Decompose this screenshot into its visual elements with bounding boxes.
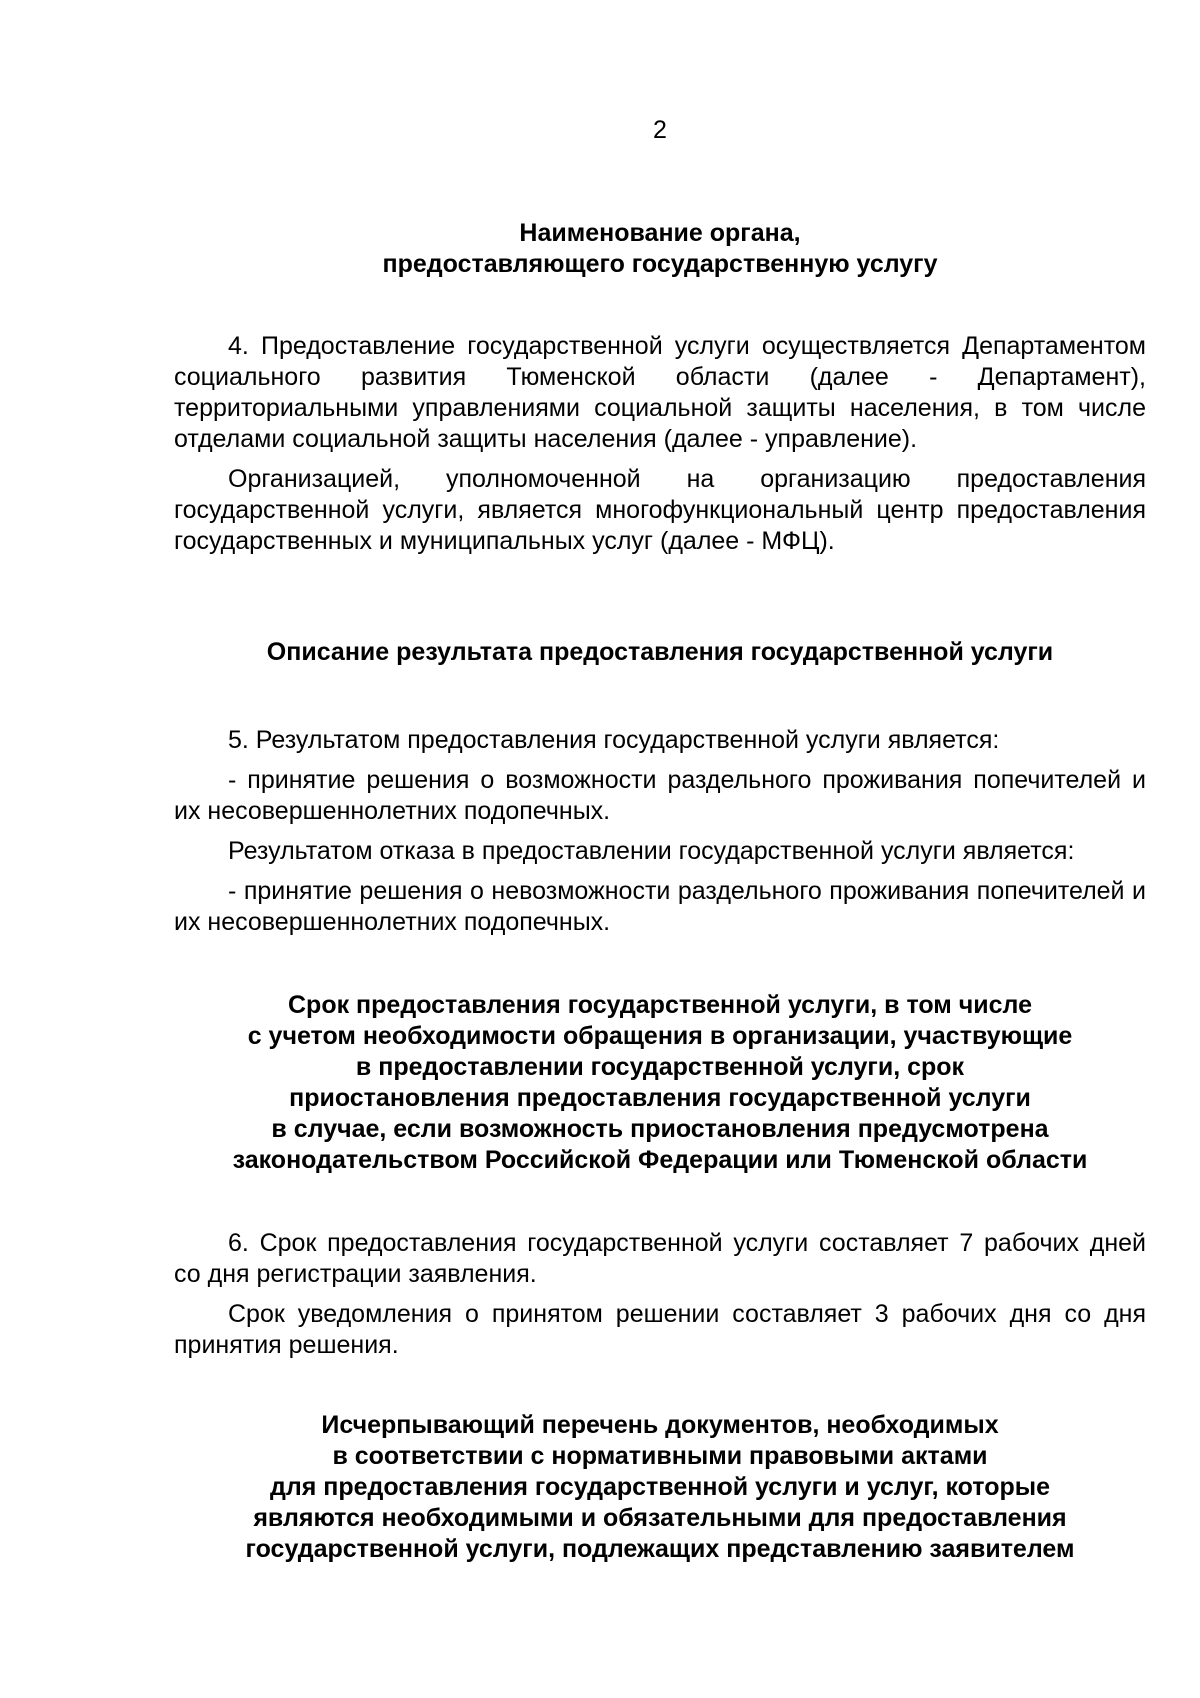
heading-line: с учетом необходимости обращения в организации, участвующие (247, 1022, 1073, 1050)
section-heading-term (174, 990, 1146, 1176)
paragraph-5: 5. Результатом предоставления государственной услуги является: (228, 726, 1000, 754)
heading-line: приостановления предоставления государственной услуги (289, 1084, 1031, 1112)
heading-line: для предоставления государственной услуги и услуг, которые (269, 1473, 1051, 1501)
heading-line: Наименование органа, (519, 219, 801, 247)
paragraph-notification-term: Срок уведомления о принятом решении составляет 3 рабочих дня со дня принятия решения. (174, 1300, 1146, 1359)
heading-line: являются необходимыми и обязательными для предоставления (253, 1504, 1067, 1532)
section-heading-documents (174, 1410, 1146, 1565)
heading-line: законодательством Российской Федерации или Тюменской области (232, 1146, 1088, 1174)
heading-line: Исчерпывающий перечень документов, необходимых (321, 1411, 999, 1439)
heading-line: Срок предоставления государственной услуги, в том числе (288, 991, 1032, 1019)
section-body-authority (174, 331, 1146, 557)
heading-line: в случае, если возможность приостановления предусмотрена (271, 1115, 1049, 1143)
heading-line: Описание результата предоставления государственной услуги (266, 638, 1054, 666)
section-body-term (174, 1228, 1146, 1361)
section-body-result (174, 725, 1146, 938)
heading-line: в соответствии с нормативными правовыми актами (332, 1442, 988, 1470)
paragraph-4: 4. Предоставление государственной услуги осуществляется Департаментом социального развития Тюменской области (далее - Департамент), территориальными управлениями социальной защиты населения, в том числе отделами социальной защиты населения (далее - управление). (174, 332, 1146, 453)
section-heading-authority (174, 218, 1146, 280)
heading-line: в предоставлении государственной услуги, срок (355, 1053, 965, 1081)
paragraph-mfc: Организацией, уполномоченной на организацию предоставления государственной услуги, является многофункциональный центр предоставления государственных и муниципальных услуг (далее - МФЦ). (174, 465, 1146, 555)
paragraph-6: 6. Срок предоставления государственной услуги составляет 7 рабочих дней со дня регистрации заявления. (174, 1229, 1146, 1288)
heading-line: предоставляющего государственную услугу (382, 250, 938, 278)
paragraph-result-positive: - принятие решения о возможности раздельного проживания попечителей и их несовершеннолетних подопечных. (174, 766, 1146, 825)
heading-line: государственной услуги, подлежащих представлению заявителем (245, 1535, 1075, 1563)
paragraph-refusal: Результатом отказа в предоставлении государственной услуги является: (228, 837, 1075, 865)
paragraph-result-negative: - принятие решения о невозможности раздельного проживания попечителей и их несовершеннолетних подопечных. (174, 877, 1146, 936)
page-number: 2 (653, 116, 667, 144)
section-heading-result (174, 637, 1146, 668)
